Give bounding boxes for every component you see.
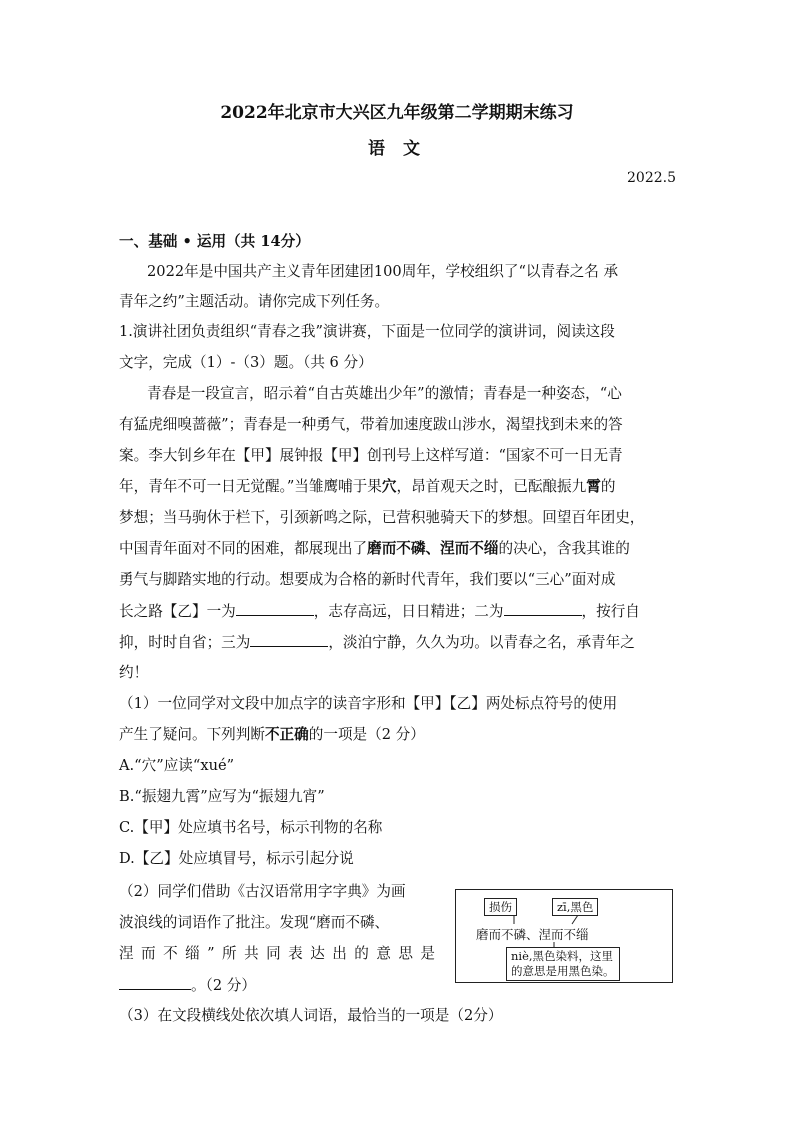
sub-question-2-line-4 bbox=[119, 975, 439, 996]
intro-line-1: 2022年是中国共产主义青年团建团100周年，学校组织了“以青春之名 承 bbox=[147, 263, 619, 280]
answer-blank-1[interactable] bbox=[236, 601, 314, 616]
passage-line-10: 约！ bbox=[119, 664, 149, 681]
passage-text: ，按行自 bbox=[581, 603, 640, 620]
passage-text: 抑，时时自省；三为 bbox=[119, 634, 251, 651]
passage-line-4 bbox=[119, 477, 675, 497]
dictionary-annotation-box bbox=[455, 889, 673, 983]
passage-text: 中国青年面对不同的困难，都展现出了 bbox=[119, 540, 368, 557]
note-label-black: zī,黑色 bbox=[552, 898, 598, 916]
sub-question-2-line-2: 波浪线的词语作了批注。发现“磨而不磷、 bbox=[119, 914, 390, 931]
passage-line-9 bbox=[119, 632, 675, 653]
answer-blank-meaning[interactable] bbox=[119, 975, 191, 990]
option-d: D.【乙】处应填冒号，标示引起分说 bbox=[119, 850, 354, 867]
passage-text: 长之路【乙】一为 bbox=[119, 603, 236, 620]
section-heading: 一、基础 • 运用（共 14分） bbox=[119, 233, 310, 250]
passage-text: ，淡泊宁静，久久为功。以青春之名，承青年之 bbox=[328, 634, 635, 651]
sub-question-1-line-2 bbox=[119, 725, 675, 745]
intro-line-2: 青年之约”主题活动。请你完成下列任务。 bbox=[119, 293, 390, 310]
sub-question-3-line-1: （3）在文段横线处依次填人词语，最恰当的一项是（2分） bbox=[119, 1007, 503, 1024]
passage-line-2: 有猛虎细嗅蔷薇”；青春是一种勇气，带着加速度跋山涉水，渴望找到未来的答 bbox=[119, 416, 623, 433]
passage-text: ，志存高远，日日精进；二为 bbox=[313, 603, 504, 620]
passage-text: 年，青年不可一日无觉醒。”当雏鹰哺于果 bbox=[119, 478, 382, 495]
sub-question-1-line-1: （1）一位同学对文段中加点字的读音字形和【甲】【乙】两处标点符号的使用 bbox=[119, 695, 618, 712]
passage-text: ，昂首观天之时，已酝酿振九 bbox=[396, 478, 587, 495]
note-explanation-line-2: 的意思是用黑色染。 bbox=[511, 964, 615, 978]
note-label-damage: 损伤 bbox=[484, 898, 517, 916]
subject-title: 语 文 bbox=[368, 139, 426, 159]
sub-question-2-line-3: 涅而不缁”所共同表达出的意思是 bbox=[119, 945, 435, 962]
question-1-line-1: 1.演讲社团负责组织“青春之我”演讲赛，下面是一位同学的演讲词，阅读这段 bbox=[119, 323, 615, 340]
passage-text: 的 bbox=[600, 478, 616, 495]
note-phrase: 磨而不磷、涅而不缁 bbox=[476, 927, 589, 942]
passage-line-5: 梦想；当马驹休于栏下，引颈新鸣之际，已营积驰骑天下的梦想。回望百年团史， bbox=[119, 509, 645, 526]
dotted-char-xue: 穴 bbox=[381, 478, 397, 495]
passage-text: 的决心，含我其谁的 bbox=[498, 540, 630, 557]
passage-line-8 bbox=[119, 601, 675, 622]
sub-question-2-line-1: （2）同学们借助《古汉语常用字字典》为画 bbox=[119, 883, 406, 900]
answer-blank-3[interactable] bbox=[250, 632, 328, 647]
passage-line-1: 青春是一段宣言，昭示着“自古英雄出少年”的激情；青春是一种姿态，“心 bbox=[147, 385, 622, 402]
answer-blank-2[interactable] bbox=[504, 601, 582, 616]
note-explanation bbox=[506, 947, 620, 981]
note-explanation-line-1: niè,黑色染料，这里 bbox=[511, 949, 614, 963]
question-text: 。（2 分） bbox=[191, 977, 256, 994]
exam-title: 2022年北京市大兴区九年级第二学期期末练习 bbox=[220, 103, 574, 123]
option-b: B.“振翅九霄”应写为“振翅九宵” bbox=[119, 788, 325, 805]
option-c: C.【甲】处应填书名号，标示刊物的名称 bbox=[119, 819, 383, 836]
wavy-phrase: 磨而不磷、涅而不缁 bbox=[367, 540, 499, 557]
exam-date: 2022.5 bbox=[627, 170, 676, 186]
passage-line-3: 案。李大钊乡年在【甲】展钟报【甲】创刊号上这样写道：“国家不可一日无青 bbox=[119, 447, 623, 464]
passage-line-6 bbox=[119, 539, 675, 559]
question-text: 产生了疑问。下列判断 bbox=[119, 726, 265, 743]
emphasis-not-correct: 不正确 bbox=[264, 726, 309, 743]
option-a: A.“穴”应读“xué” bbox=[119, 757, 235, 774]
question-1-line-2: 文字，完成（1）-（3）题。（共 6 分） bbox=[119, 354, 373, 371]
passage-line-7: 勇气与脚踏实地的行动。想要成为合格的新时代青年，我们要以“三心”面对成 bbox=[119, 571, 616, 588]
question-text: 的一项是（2 分） bbox=[308, 726, 425, 743]
dotted-char-xiao: 霄 bbox=[586, 478, 601, 495]
